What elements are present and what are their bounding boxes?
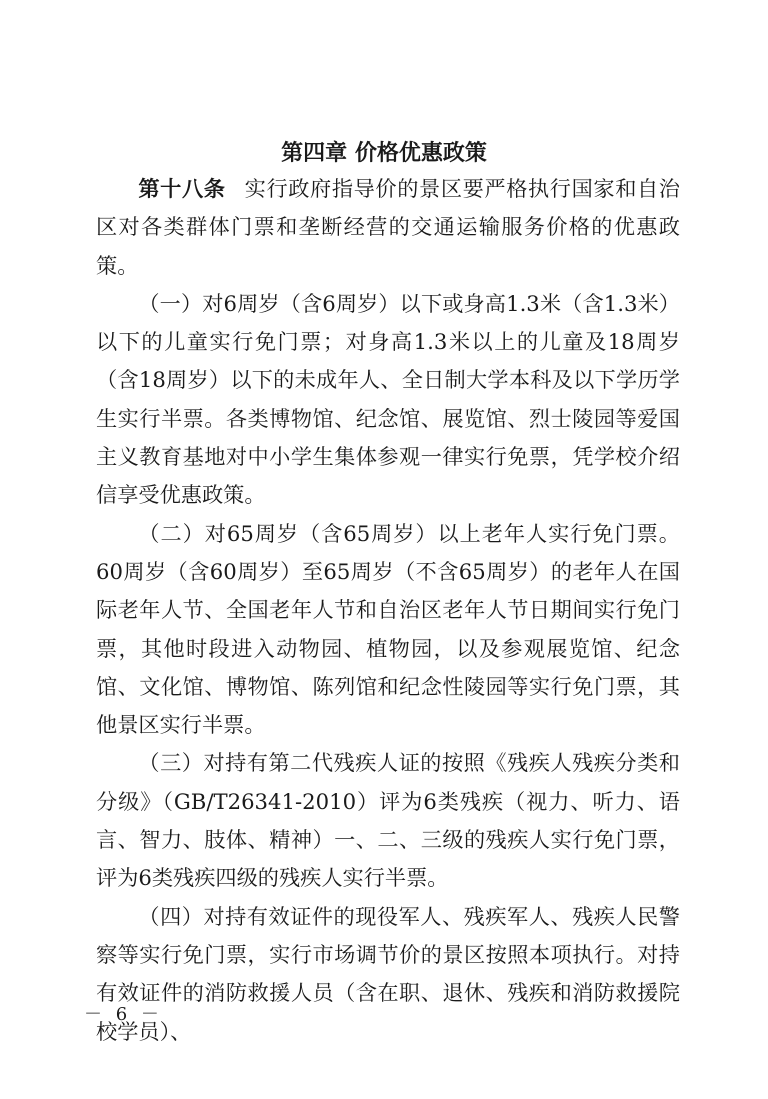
chapter-title: 第四章 价格优惠政策 xyxy=(281,141,487,166)
article-label: 第十八条 xyxy=(138,176,226,201)
clause-2: （二）对65周岁（含65周岁）以上老年人实行免门票。60周岁（含60周岁）至65周岁（不含65周岁）的老年人在国际老年人节、全国老年人节和自治区老年人节日期间实行免门票，其他时段进入动物园、植物园，以及参观展览馆、纪念馆、文化馆、博物馆、陈列馆和纪念性陵园等实行免门票，其他景区实行半票。 xyxy=(96,520,680,738)
clause-1: （一）对6周岁（含6周岁）以下或身高1.3米（含1.3米）以下的儿童实行免门票；对身高1.3米以上的儿童及18周岁（含18周岁）以下的未成年人、全日制大学本科及以下学历学生实行半票。各类博物馆、纪念馆、展览馆、烈士陵园等爱国主义教育基地对中小学生集体参观一律实行免票，凭学校介绍信享受优惠政策。 xyxy=(96,290,680,508)
page-number: － 6 － xyxy=(84,1004,163,1025)
body-text xyxy=(96,170,680,1051)
article-text: 实行政府指导价的景区要严格执行国家和自治区对各类群体门票和垄断经营的交通运输服务价格的优惠政策。 xyxy=(96,176,680,278)
article-paragraph xyxy=(96,170,680,285)
clause-4: （四）对持有效证件的现役军人、残疾军人、残疾人民警察等实行免门票，实行市场调节价的景区按照本项执行。对持有效证件的消防救援人员（含在职、退休、残疾和消防救援院校学员）、 xyxy=(96,903,680,1044)
clause-3: （三）对持有第二代残疾人证的按照《残疾人残疾分类和分级》（GB/T26341-2010）评为6类残疾（视力、听力、语言、智力、肢体、精神）一、二、三级的残疾人实行免门票，评为6类残疾四级的残疾人实行半票。 xyxy=(96,750,680,891)
